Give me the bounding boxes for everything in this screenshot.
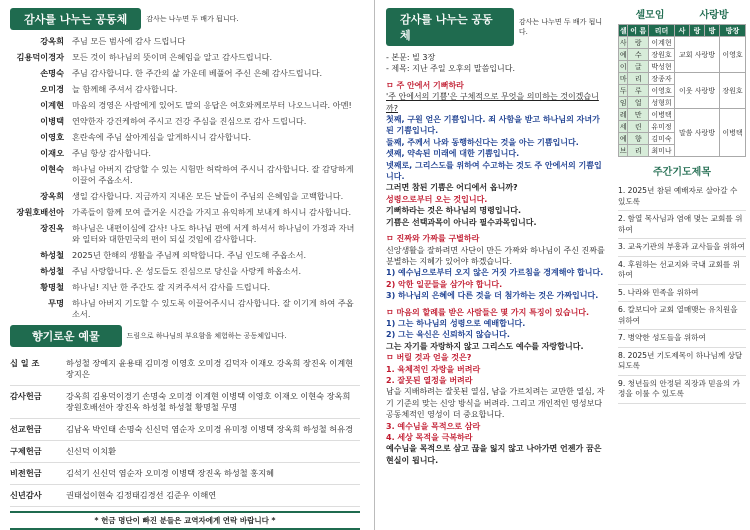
gratitude-item [10, 298, 360, 320]
offering-row [10, 386, 360, 419]
gratitude-name: 이영호 [40, 132, 64, 142]
cell-header: 셀 [619, 26, 627, 35]
cell-name-char: 글 [628, 61, 649, 73]
cell-title: 셀모임 [635, 10, 665, 21]
heading-rejoice: ㅁ 주 안에서 기뻐하라 [386, 80, 464, 90]
cell-name-char: 사 [619, 38, 627, 47]
cell-leader: 박성현 [649, 61, 675, 73]
gratitude-name: 이병택 [40, 116, 64, 126]
gratitude-item [10, 52, 360, 63]
offering-names: 김석기 신신덕 염순자 오미경 이병택 장진옥 하성철 홍지혜 [66, 468, 275, 478]
cell-header: 랑 [690, 25, 705, 37]
trait-1: 1) 그는 하나님의 성령으로 예배합니다. [386, 318, 526, 328]
middle-panel [376, 0, 614, 530]
cell-name-char: 두 [619, 86, 627, 95]
offering-footnote: * 헌금 명단이 빠진 분들은 교역자에게 연락 바랍니다 * [10, 511, 360, 530]
cell-name-char: 브 [619, 146, 627, 155]
gratitude-item [10, 266, 360, 277]
prayer-list [618, 183, 746, 404]
sermon-note: 감사는 나누면 두 배가 됩니다. [518, 18, 603, 36]
gratitude-text: 2025년 한해의 생활을 주님께 의탁합니다. 주님 인도해 주옵소서. [72, 250, 307, 260]
cell-leader: 김미숙 [649, 133, 675, 145]
scripture: - 본문: 빌 3장 [386, 53, 436, 62]
cell-header: 방장 [720, 25, 746, 37]
cell-leader: 이계현 [649, 37, 675, 49]
gratitude-text: 연약한자 강건케하여 주시고 건강 주심을 진심으로 감사 드립니다. [72, 116, 307, 126]
cell-name-char: 예 [619, 50, 627, 59]
gratitude-item [10, 36, 360, 47]
gratitude-name: 강옥희 [40, 36, 64, 46]
cell-leader: 이병택 [649, 109, 675, 121]
discard-4: 4. 세상 목적을 극복하라 [386, 433, 473, 442]
gratitude-name: 손명숙 [40, 68, 64, 78]
answer-command: 기뻐하라는 것은 하나님의 명령입니다. [386, 206, 522, 216]
offering-row [10, 419, 360, 441]
gratitude-item [10, 250, 360, 261]
discard-3: 3. 예수님을 목적으로 삼라 [386, 421, 481, 431]
cell-leader: 장원호 [649, 49, 675, 61]
answer-required: 기쁨은 선택과목이 아니라 필수과목입니다. [386, 217, 537, 227]
cell-header: 이 름 [628, 25, 649, 37]
love-group-leader: 이영호 [720, 37, 746, 73]
gratitude-text: 주님 항상 감사합니다. [72, 148, 151, 158]
closing-text: 예수님을 목적으로 삼고 끊을 잃지 않고 나아가면 언젠가 꿈은 현실이 됩니다. [386, 444, 602, 465]
gratitude-item [10, 164, 360, 186]
cell-name-char: 린 [628, 121, 649, 133]
gratitude-text: 마음의 경영은 사람에게 있어도 말의 응답은 여호와께로부터 나오느니라. 아멘! [72, 100, 352, 110]
cell-row [619, 37, 746, 49]
offering-names: 신신덕 이치환 [66, 446, 117, 456]
gratitude-text: 주님 사랑합니다. 온 성도들도 진심으로 당신을 사랑케 하옵소서. [72, 266, 302, 276]
gratitude-name: 장원호배선아 [16, 207, 64, 217]
gratitude-text: 모든 것이 하나님의 뜻이며 은혜임을 알고 감사드립니다. [72, 52, 273, 62]
group-titles [618, 6, 746, 21]
cell-name-char: 세 [619, 122, 627, 131]
gratitude-text: 하나님! 지난 한 주간도 잘 지켜주셔서 감사를 드립니다. [72, 282, 271, 292]
offering-row [10, 441, 360, 463]
point-third: 셋째, 약속된 미래에 대한 기쁨입니다. [386, 149, 520, 159]
gratitude-text: 주님 모든 범사에 감사 드립니다 [72, 36, 186, 46]
cell-leader: 성형희 [649, 97, 675, 109]
gratitude-text: 하나님 아버지 기도할 수 있도록 이끌어주시니 감사합니다. 잘 이기게 하여 주옵소서. [72, 298, 354, 319]
cell-name-char: 예 [619, 134, 627, 143]
gratitude-item [10, 282, 360, 293]
cell-header-row [619, 25, 746, 37]
offering-category: 비전헌금 [10, 468, 42, 478]
prayer-item: 7. 병약한 성도들을 위하여 [618, 330, 746, 348]
point-first: 첫째, 구원 얻은 기쁨입니다. 죄 사함을 받고 하나님의 자녀가 된 기쁨입니다. [386, 115, 600, 136]
gratitude-text: 늘 함께해 주셔서 감사합니다. [72, 84, 178, 94]
cell-table [618, 24, 746, 157]
gratitude-item [10, 68, 360, 79]
discern-text: 신앙생활을 잘하려면 사단이 만든 가짜와 하나님이 주신 진짜를 분별하는 지혜가 있어야 하겠습니다. [386, 245, 605, 266]
discern-point-3: 3) 하나님의 은혜에 다른 것을 더 첨가하는 것은 가짜입니다. [386, 291, 599, 301]
cell-name-char: 랑 [628, 37, 649, 49]
gratitude-name: 하성철 [40, 266, 64, 276]
gratitude-item [10, 100, 360, 111]
trait-3: 그는 자기를 자랑하지 않고 그리스도 예수를 자랑합니다. [386, 341, 584, 351]
love-group-label: 말씀 사랑방 [674, 109, 719, 157]
cell-name-char: 레 [619, 110, 627, 119]
offering-names: 권태섭이현숙 김정태김경선 김준우 이해연 [66, 490, 217, 500]
offering-note: 드림으로 하나님의 부요함을 체험하는 공동체입니다. [126, 332, 287, 340]
discard-1: 1. 육체적인 자랑을 버려라 [386, 364, 481, 374]
love-group-label: 이웃 사랑방 [674, 73, 719, 109]
gratitude-text: 가족들이 함께 모여 즐거운 시간을 가지고 유익하게 보내게 하시니 감사합니다. [72, 207, 352, 217]
prayer-item: 4. 후원하는 선교지와 국내 교회를 위하여 [618, 257, 746, 285]
heading-discern: ㅁ 진짜와 가짜를 구별하라 [386, 234, 480, 244]
offering-names: 김남옥 박인태 손명숙 신신덕 염순자 오미경 유미정 이병택 장옥희 하성철 허유경 [66, 424, 354, 434]
prayer-item: 8. 2025년 기도제목이 하나님께 상달되도록 [618, 348, 746, 376]
gratitude-name: 무명 [48, 298, 64, 308]
offering-category: 선교헌금 [10, 424, 42, 434]
cell-leader: 이영호 [649, 85, 675, 97]
offering-category: 감사헌금 [10, 391, 42, 401]
offering-names: 하성철 장예지 윤용태 김미경 이영호 오미경 김덕자 이재오 강옥희 장진옥 이계현 장지은 [66, 358, 354, 379]
question-joy: '주 안에서의 기쁨'은 구체적으로 무엇을 의미하는 것이겠습니까? [386, 92, 599, 113]
gratitude-header [10, 8, 360, 30]
gratitude-text: 하나님 아버지 감당할 수 있는 시험만 허락하여 주시니 감사합니다. 잘 감당하게 이끌어 주옵소서. [72, 164, 354, 185]
discard-2: 2. 잘못된 열정을 버려라 [386, 375, 473, 385]
cell-row [619, 109, 746, 121]
point-second: 둘째, 주께서 나와 동행하신다는 것을 아는 기쁨입니다. [386, 137, 579, 147]
sermon-header [386, 8, 608, 46]
sermon-theme: - 제목: 지난 주일 오후의 말씀입니다. [386, 64, 516, 74]
heading-circumcision: ㅁ 마음의 할례를 받은 사람들은 몇 가지 특징이 있습니다. [386, 307, 590, 317]
offering-category: 십 일 조 [10, 358, 40, 368]
gratitude-item [10, 223, 360, 245]
cell-name-char: 만 [628, 109, 649, 121]
gratitude-name: 장옥희 [40, 191, 64, 201]
prayer-title: 주간기도제목 [653, 167, 711, 178]
offering-row [10, 463, 360, 485]
gratitude-title: 감사를 나누는 공동체 [10, 8, 141, 30]
cell-header: 사 [674, 25, 689, 37]
gratitude-name: 이계현 [40, 100, 64, 110]
heading-discard: ㅁ 버릴 것과 얻을 것은? [386, 353, 472, 363]
cell-name-char: 이 [619, 62, 627, 71]
cell-name-char: 향 [628, 133, 649, 145]
cell-leader: 유미정 [649, 121, 675, 133]
offering-header [10, 325, 360, 347]
cell-name-char: 리 [628, 73, 649, 85]
offering-names: 강옥희 김용덕이경기 손명숙 오미경 이계현 이병택 이영호 이재오 이현숙 장옥희 장원호배선아 장진옥 하성철 하성철 황명철 무명 [66, 391, 351, 412]
discern-point-1: 1) 예수님으로부터 오지 않은 거짓 가르침을 경계해야 합니다. [386, 268, 604, 278]
prayer-item: 6. 칼보디아 교회 열매맺는 유치원을 위하여 [618, 302, 746, 330]
question-source: 그러면 참된 기쁨은 어디에서 옵니까? [386, 183, 518, 193]
cell-name-char: 임 [619, 98, 627, 107]
prayer-item: 1. 2025년 참된 예배자로 살아갈 수 있도록 [618, 183, 746, 211]
cell-name-char: 마 [619, 74, 627, 83]
offering-row [10, 485, 360, 507]
offering-category: 신년감사 [10, 490, 42, 500]
sermon-body [386, 52, 608, 466]
cell-leader: 최미나 [649, 145, 675, 157]
cell-leader: 장종자 [649, 73, 675, 85]
gratitude-name: 오미경 [40, 84, 64, 94]
prayer-item: 5. 나라와 민족을 위하여 [618, 285, 746, 303]
gratitude-item [10, 132, 360, 143]
offering-list [10, 353, 360, 507]
cell-name-char: 수 [628, 49, 649, 61]
offering-row [10, 353, 360, 386]
answer-spirit: 성령으로부터 오는 것입니다. [386, 194, 488, 204]
cell-header: 방 [705, 25, 720, 37]
discard-text: 남을 지배하려는 잘못된 열심, 남을 가르치려는 교만한 열심, 자기 기준의 맞는 신앙 방식을 버려라. 그리고 개인적인 영성보다 공동체적인 영성이 더 중요합니다. [386, 387, 605, 420]
prayer-item: 2. 함열 목사님과 염애 몇는 교회를 위하여 [618, 211, 746, 239]
gratitude-text: 생일 감사합니다. 지금까지 지내온 모든 날들이 주님의 은혜임을 고백합니다. [72, 191, 344, 201]
love-title: 사랑방 [699, 10, 729, 21]
gratitude-text: 주님 감사합니다. 한 주간의 삶 가운데 베풀어 주신 은혜 감사드립니다. [72, 68, 323, 78]
gratitude-name: 하성철 [40, 250, 64, 260]
cell-name-char: 얼 [628, 97, 649, 109]
gratitude-item [10, 148, 360, 159]
gratitude-note: 감사는 나누면 두 배가 됩니다. [146, 15, 239, 23]
gratitude-item [10, 191, 360, 202]
love-group-label: 교회 사랑방 [674, 37, 719, 73]
gratitude-name: 이현숙 [40, 164, 64, 174]
right-panel [614, 0, 750, 530]
gratitude-item [10, 84, 360, 95]
gratitude-name: 이재오 [40, 148, 64, 158]
gratitude-item [10, 207, 360, 218]
discern-point-2: 2) 악한 일꾼들을 삼가야 합니다. [386, 279, 503, 289]
gratitude-item [10, 116, 360, 127]
offering-title: 향기로운 예물 [10, 325, 122, 347]
gratitude-name: 장진옥 [40, 223, 64, 233]
gratitude-name: 김용덕이경자 [16, 52, 64, 62]
gratitude-text: 하나님은 내편이심에 감사! 나도 하나님 편에 서게 하셔서 하나님이 가정과 자녀와 일터와 대한민국의 편이 되실 것임에 감사합니다. [72, 223, 355, 244]
trait-2: 2) 그는 육신은 신뢰하지 않습니다. [386, 330, 510, 340]
gratitude-text: 혼란속에 주님 살아계심을 알게하시니 감사합니다. [72, 132, 252, 142]
love-group-leader: 장원호 [720, 73, 746, 109]
gratitude-name: 황명철 [40, 282, 64, 292]
cell-header: 리더 [649, 25, 675, 37]
cell-row [619, 73, 746, 85]
love-group-leader: 이병택 [720, 109, 746, 157]
prayer-item: 3. 교육기관의 부흥과 교사들을 위하여 [618, 239, 746, 257]
cell-name-char: 루 [628, 85, 649, 97]
prayer-item: 9. 청년들의 안정된 직장과 믿음의 가정을 이룰 수 있도록 [618, 376, 746, 404]
gratitude-list [10, 36, 360, 320]
sermon-title: 감사를 나누는 공동체 [386, 8, 514, 46]
point-fourth: 넷째로, 그리스도를 위하여 수고하는 것도 주 안에서의 기쁨입니다. [386, 160, 602, 182]
cell-name-char: 리 [628, 145, 649, 157]
offering-category: 구제헌금 [10, 446, 42, 456]
